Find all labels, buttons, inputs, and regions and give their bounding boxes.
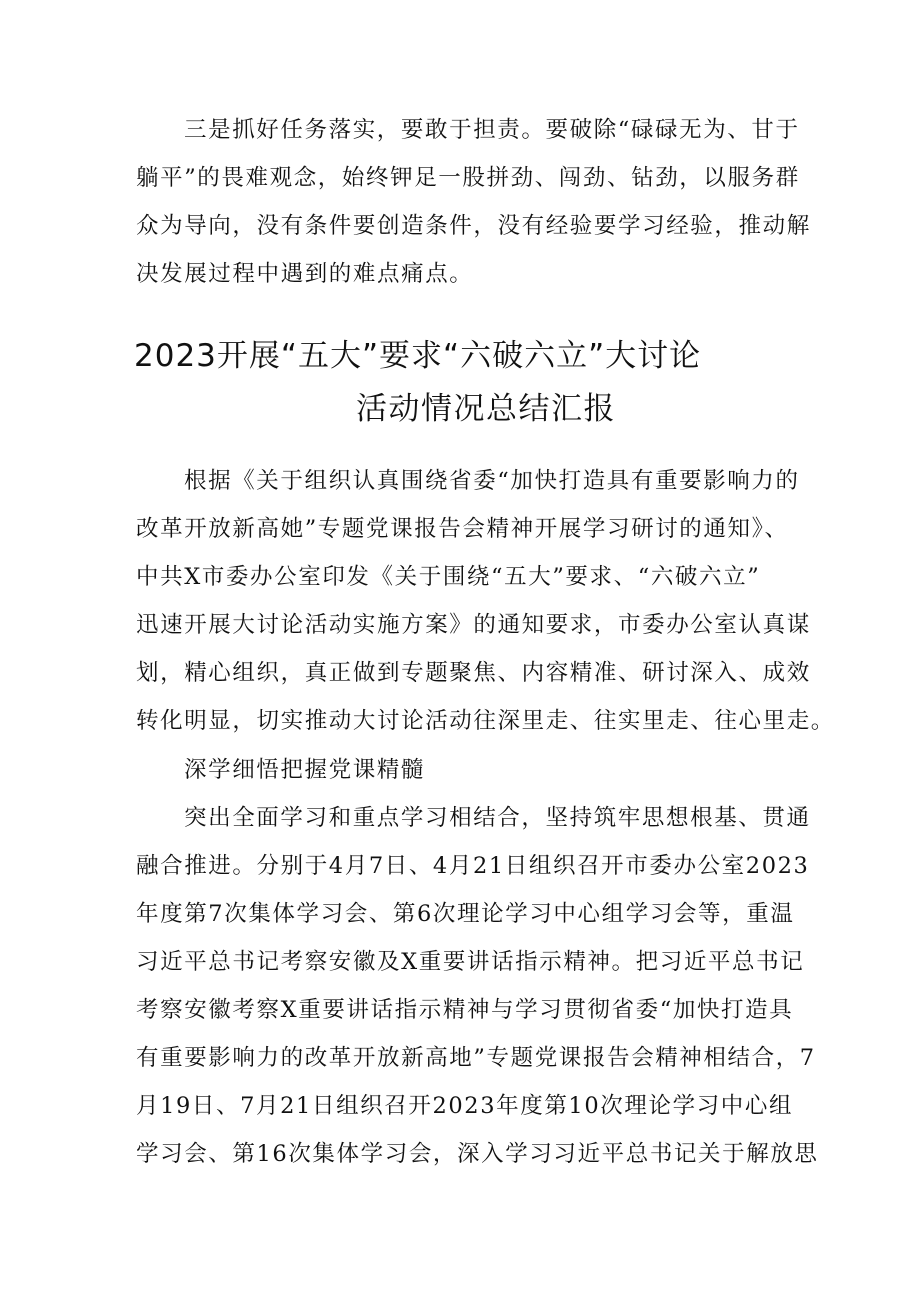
paragraph-line: 改革开放新高她”专题党课报告会精神开展学习研讨的通知》、 <box>136 516 789 542</box>
paragraph-line: 中共X市委办公室印发《关于围绕“五大”要求、“六破六立” <box>136 564 761 590</box>
paragraph-line: 融合推进。分别于4月7日、4月21日组织召开市委办公室2023 <box>136 853 810 879</box>
document-title-line1: 2023开展“五大”要求“六破六立”大讨论 <box>134 338 702 374</box>
paragraph-line: 转化明显，切实推动大讨论活动往深里走、往实里走、往心里走。 <box>136 708 835 734</box>
section-heading: 深学细悟把握党课精髓 <box>184 757 426 783</box>
paragraph-line: 习近平总书记考察安徽及X重要讲话指示精神。把习近平总书记 <box>136 949 805 975</box>
paragraph-line: 划，精心组织，真正做到专题聚焦、内容精准、研讨深入、成效 <box>136 660 811 686</box>
paragraph-line: 学习会、第16次集体学习会，深入学习习近平总书记关于解放思 <box>136 1141 819 1167</box>
document-title-line2: 活动情况总结汇报 <box>356 391 616 427</box>
paragraph-line: 突出全面学习和重点学习相结合，坚持筑牢思想根基、贯通 <box>184 805 811 831</box>
intro-line: 众为导向，没有条件要创造条件，没有经验要学习经验，推动解 <box>136 213 811 239</box>
intro-line: 躺平”的畏难观念，始终钾足一股拼劲、闯劲、钻劲，以服务群 <box>136 165 800 191</box>
paragraph-line: 根据《关于组织认真围绕省委“加快打造具有重要影响力的 <box>184 468 800 494</box>
paragraph-line: 考察安徽考察X重要讲话指示精神与学习贯彻省委“加快打造具 <box>136 997 794 1023</box>
paragraph-line: 月19日、7月21日组织召开2023年度第10次理论学习中心组 <box>136 1093 794 1119</box>
paragraph-line: 迅速开展大讨论活动实施方案》的通知要求，市委办公室认真谋 <box>136 612 811 638</box>
paragraph-line: 有重要影响力的改革开放新高地”专题党课报告会精神相结合，7 <box>136 1045 816 1071</box>
paragraph-line: 年度第7次集体学习会、第6次理论学习中心组学习会等，重温 <box>136 901 795 927</box>
intro-line: 决发展过程中遇到的难点痛点。 <box>136 261 474 287</box>
intro-line: 三是抓好任务落实，要敢于担责。要破除“碌碌无为、甘于 <box>184 117 800 143</box>
